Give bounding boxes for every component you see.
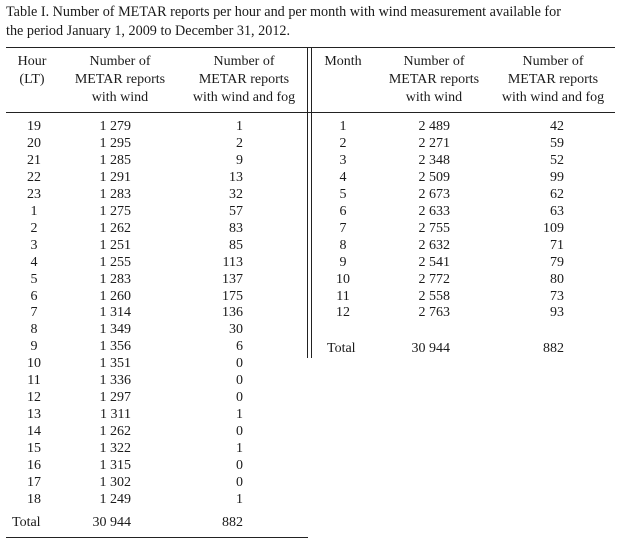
hour-row (0, 440, 617, 457)
hour-row-wind: 1 279 (99, 119, 131, 134)
month-row-label: 7 (339, 220, 347, 236)
hour-row-fog: 32 (229, 186, 243, 202)
month-row-fog: 59 (550, 135, 564, 151)
hour-row-label: 17 (27, 474, 41, 490)
header-month (314, 53, 372, 71)
hour-row-fog: 1 (236, 407, 243, 423)
hour-row (0, 491, 617, 508)
caption-line-2: the period January 1, 2009 to December 31, 2012. (6, 23, 291, 39)
hour-row-wind: 1 297 (99, 390, 131, 406)
hour-row-fog: 0 (236, 458, 243, 473)
month-row-wind: 2 271 (418, 135, 450, 151)
hour-row-wind: 1 291 (99, 169, 131, 185)
hour-row (0, 355, 617, 372)
header-text: Number of (522, 54, 584, 69)
header-right-fog (493, 53, 613, 107)
month-row (0, 254, 617, 271)
hour-row-label: 20 (27, 135, 41, 151)
month-total-row (0, 340, 617, 357)
header-text: METAR reports (388, 72, 480, 87)
hour-row-fog: 30 (229, 322, 243, 338)
header-text: (LT) (19, 72, 45, 87)
month-row-wind: 2 633 (418, 203, 450, 219)
hour-row-label: 23 (27, 186, 41, 202)
hour-row-wind: 1 314 (99, 305, 131, 321)
hour-row-fog: 9 (236, 152, 243, 168)
header-hour (4, 53, 60, 89)
hour-row-label: 8 (30, 322, 38, 338)
hour-row-fog: 6 (236, 339, 243, 355)
month-row-label: 9 (339, 254, 347, 270)
header-text: Number of (403, 54, 465, 69)
hour-row-label: 7 (30, 305, 38, 321)
hour-row-label: 12 (27, 390, 41, 406)
month-row-wind: 2 558 (418, 288, 450, 304)
month-row-wind: 2 772 (418, 271, 450, 287)
hour-row-label: 2 (30, 220, 38, 236)
month-row (0, 118, 617, 135)
hour-total-row (0, 514, 617, 531)
header-text: Number of (89, 54, 151, 69)
hour-row (0, 321, 617, 338)
month-row-fog: 63 (550, 203, 564, 219)
month-row-wind: 2 348 (418, 152, 450, 168)
hour-total-row-fog: 882 (222, 515, 243, 530)
month-row-fog: 99 (550, 169, 564, 185)
hour-row-wind: 1 251 (99, 237, 131, 253)
hour-row-fog: 2 (236, 135, 243, 151)
hour-row-wind: 1 315 (99, 458, 131, 473)
month-row (0, 288, 617, 305)
month-row-fog: 80 (550, 271, 564, 287)
header-text: METAR reports (198, 72, 290, 87)
month-row-fog: 93 (550, 305, 564, 321)
hour-row-label: 10 (27, 356, 41, 372)
month-row-label: 11 (336, 288, 350, 304)
month-row-label: 10 (336, 271, 350, 287)
hour-row-fog: 0 (236, 390, 243, 406)
hour-row-wind: 1 260 (99, 288, 131, 304)
hour-row-fog: 83 (229, 220, 243, 236)
month-row (0, 203, 617, 220)
hour-row-label: 14 (27, 424, 41, 440)
month-row-wind: 2 632 (418, 237, 450, 253)
hour-row-label: 15 (27, 441, 41, 457)
header-right-wind (374, 53, 494, 107)
header-left-fog (184, 53, 304, 107)
hour-row-wind: 1 285 (99, 152, 131, 168)
hour-row-fog: 85 (229, 237, 243, 253)
month-row-wind: 2 509 (418, 169, 450, 185)
hour-row-wind: 1 295 (99, 135, 131, 151)
hour-row-label: 3 (30, 237, 38, 253)
hour-row (0, 423, 617, 440)
hour-row-wind: 1 283 (99, 271, 131, 287)
month-row-label: 12 (336, 305, 350, 321)
month-row-wind: 2 673 (418, 186, 450, 202)
month-row (0, 152, 617, 169)
hour-row-label: 1 (30, 203, 38, 219)
month-row-wind: 2 755 (418, 220, 450, 236)
month-total-row-label: Total (327, 341, 356, 356)
month-row (0, 169, 617, 186)
month-row-fog: 42 (550, 119, 564, 134)
hour-row-wind: 1 349 (99, 322, 131, 338)
hour-row-fog: 1 (236, 441, 243, 457)
hour-row-fog: 137 (222, 271, 243, 287)
month-row-fog: 71 (550, 237, 564, 253)
hour-row-wind: 1 336 (99, 373, 131, 389)
hour-row-fog: 13 (229, 169, 243, 185)
hour-row-label: 5 (30, 271, 38, 287)
month-row-wind: 2 541 (418, 254, 450, 270)
hour-row-label: 11 (27, 373, 41, 389)
hour-total-row-label: Total (12, 515, 41, 530)
month-row (0, 135, 617, 152)
month-row-label: 1 (339, 119, 347, 134)
month-row (0, 304, 617, 321)
hour-row-fog: 1 (236, 119, 243, 134)
month-row-fog: 52 (550, 152, 564, 168)
header-text: METAR reports (507, 72, 599, 87)
hour-row-wind: 1 356 (99, 339, 131, 355)
hour-row-wind: 1 275 (99, 203, 131, 219)
header-text: Number of (213, 54, 275, 69)
header-text: with wind (405, 90, 463, 105)
month-total-row-fog: 882 (543, 341, 564, 356)
month-row-fog: 109 (543, 220, 564, 236)
hour-row-label: 16 (27, 458, 41, 473)
hour-row-label: 9 (30, 339, 38, 355)
month-row (0, 237, 617, 254)
month-row-wind: 2 489 (418, 119, 450, 134)
hour-row-label: 18 (27, 491, 41, 507)
table-caption (6, 3, 616, 41)
month-row (0, 220, 617, 237)
hour-row-label: 13 (27, 407, 41, 423)
hour-row (0, 457, 617, 474)
month-row (0, 271, 617, 288)
hour-row-label: 22 (27, 169, 41, 185)
month-row-label: 4 (339, 169, 347, 185)
hour-row-fog: 0 (236, 424, 243, 440)
hour-row (0, 406, 617, 423)
header-text: with wind and fog (501, 90, 605, 105)
month-row-fog: 79 (550, 254, 564, 270)
hour-row-fog: 0 (236, 474, 243, 490)
header-text: with wind and fog (192, 90, 296, 105)
hour-row-fog: 136 (222, 305, 243, 321)
hour-row-wind: 1 262 (99, 424, 131, 440)
hour-row-label: 6 (30, 288, 38, 304)
month-row-label: 5 (339, 186, 347, 202)
hour-row-fog: 175 (222, 288, 243, 304)
hour-row-label: 4 (30, 254, 38, 270)
hour-row-fog: 113 (222, 254, 243, 270)
hour-row-wind: 1 255 (99, 254, 131, 270)
bottom-rule (6, 537, 308, 538)
hour-row-wind: 1 311 (100, 407, 131, 423)
header-text: METAR reports (74, 72, 166, 87)
hour-row-label: 19 (27, 119, 41, 134)
hour-row-wind: 1 249 (99, 491, 131, 507)
hour-row (0, 389, 617, 406)
header-left-wind (60, 53, 180, 107)
month-total-row-wind: 30 944 (411, 341, 450, 356)
hour-row-fog: 57 (229, 203, 243, 219)
month-row-fog: 73 (550, 288, 564, 304)
hour-total-row-wind: 30 944 (92, 515, 131, 530)
hour-row-wind: 1 302 (99, 474, 131, 490)
hour-row-wind: 1 283 (99, 186, 131, 202)
hour-row-fog: 0 (236, 373, 243, 389)
month-row-label: 2 (339, 135, 347, 151)
hour-row-wind: 1 351 (99, 356, 131, 372)
header-text: Hour (17, 54, 47, 69)
month-row-label: 6 (339, 203, 347, 219)
hour-row (0, 474, 617, 491)
hour-row-fog: 0 (236, 356, 243, 372)
hour-row-wind: 1 322 (99, 441, 131, 457)
header-text: Month (324, 54, 362, 69)
hour-row-wind: 1 262 (99, 220, 131, 236)
month-row-label: 8 (339, 237, 347, 253)
month-row (0, 186, 617, 203)
hour-row-fog: 1 (236, 491, 243, 507)
caption-line-1: Table I. Number of METAR reports per hour and per month with wind measurement available for (6, 4, 561, 20)
month-row-label: 3 (339, 152, 347, 168)
header-text: with wind (91, 90, 149, 105)
hour-row-label: 21 (27, 152, 41, 168)
month-row-wind: 2 763 (418, 305, 450, 321)
month-row-fog: 62 (550, 186, 564, 202)
hour-row (0, 372, 617, 389)
